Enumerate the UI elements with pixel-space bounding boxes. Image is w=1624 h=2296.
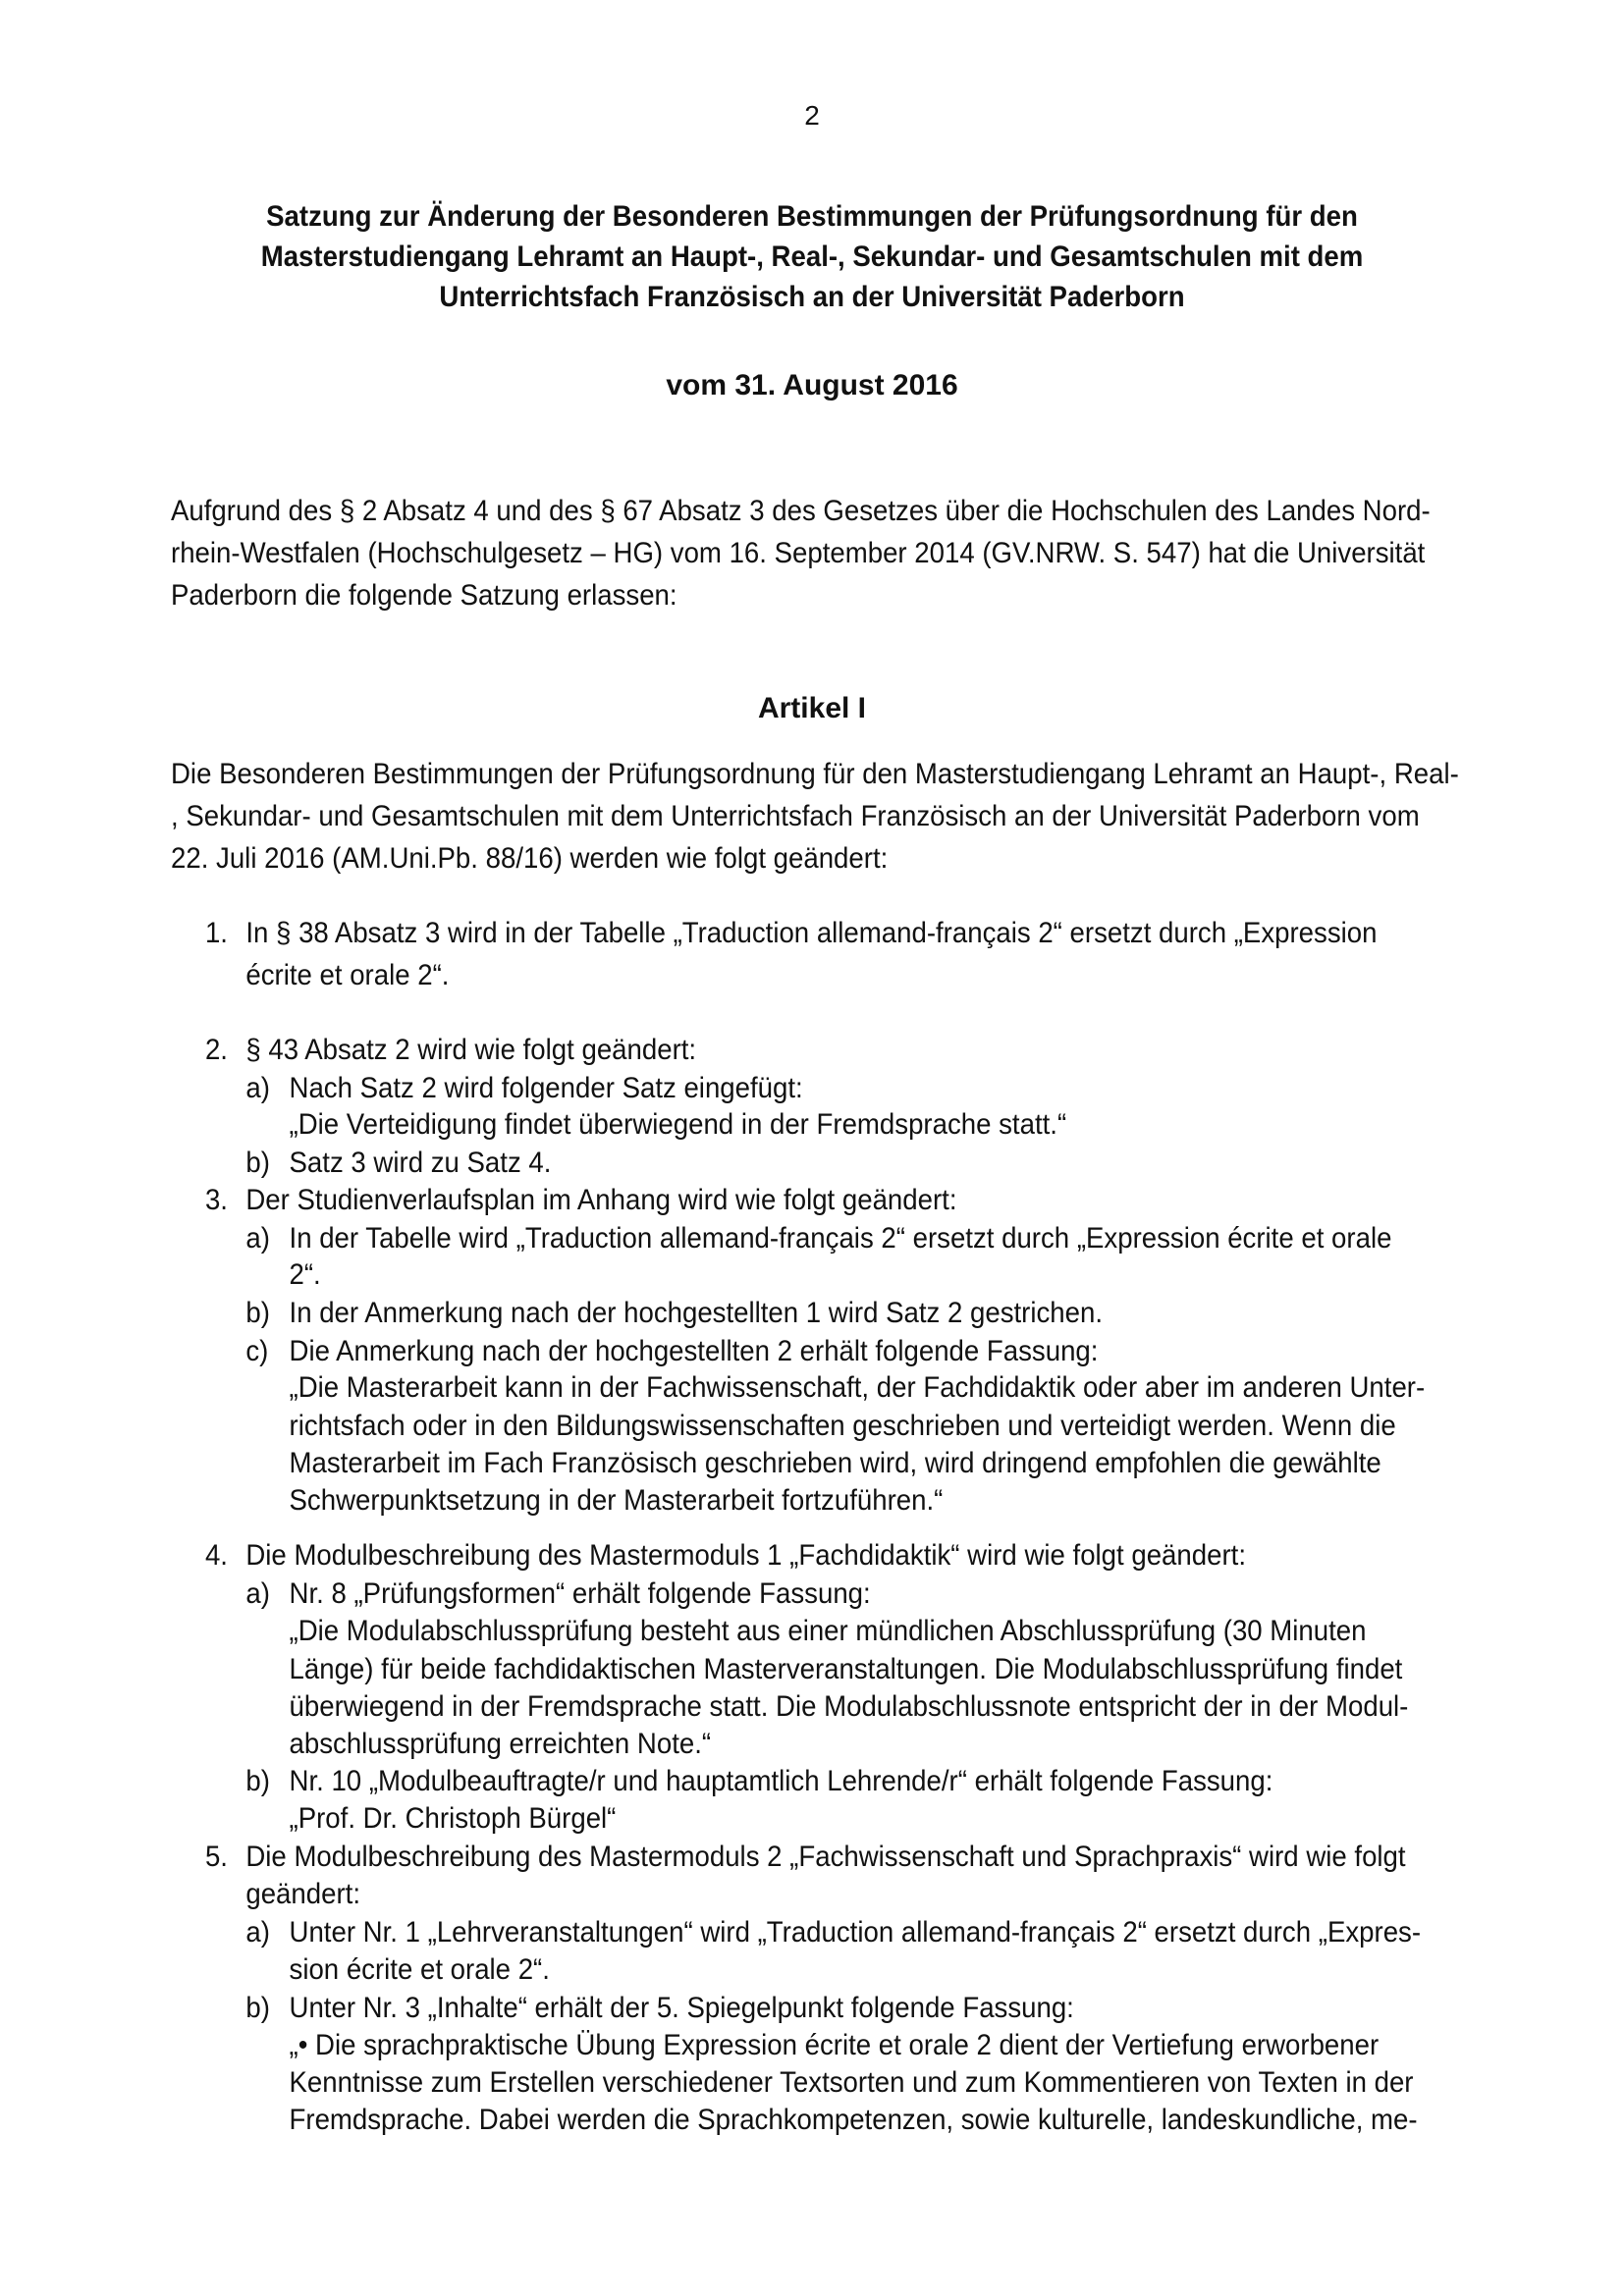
title-line: Unterrichtsfach Französisch an der Universität Paderborn [439,281,1185,313]
intro-line: Paderborn die folgende Satzung erlassen: [171,579,677,612]
subitem-line: Die Anmerkung nach der hochgestellten 2 erhält folgende Fassung: [289,1335,1099,1367]
article-heading: Artikel I [757,692,867,724]
subitem-mark: b) [245,1297,270,1329]
subitem-line: „Prof. Dr. Christoph Bürgel“ [289,1802,617,1835]
subitem-line: Unter Nr. 1 „Lehrveranstaltungen“ wird „Traduction allemand-français 2“ ersetzt durch „Expres- [289,1916,1422,1949]
subitem-line: In der Tabelle wird „Traduction allemand-français 2“ ersetzt durch „Expression écrite et orale [289,1222,1392,1255]
item-line: écrite et orale 2“. [245,959,450,991]
article-intro-line: , Sekundar- und Gesamtschulen mit dem Unterrichtsfach Französisch an der Universität Paderborn vom [171,800,1420,832]
item-line: In § 38 Absatz 3 wird in der Tabelle „Traduction allemand-français 2“ ersetzt durch „Expression [245,917,1378,949]
subitem-line: 2“. [289,1258,321,1291]
item-number: 3. [204,1184,228,1216]
subitem-line: „Die Verteidigung findet überwiegend in der Fremdsprache statt.“ [289,1108,1067,1141]
article-intro-line: 22. Juli 2016 (AM.Uni.Pb. 88/16) werden wie folgt geändert: [171,842,889,875]
item-number: 5. [204,1841,228,1873]
intro-line: rhein-Westfalen (Hochschulgesetz – HG) vom 16. September 2014 (GV.NRW. S. 547) hat die Universität [171,537,1426,569]
subitem-line: Fremdsprache. Dabei werden die Sprachkompetenzen, sowie kulturelle, landeskundliche, me- [289,2104,1418,2136]
subitem-mark: a) [245,1222,270,1255]
subitem-mark: a) [245,1577,270,1610]
item-line: Der Studienverlaufsplan im Anhang wird wie folgt geändert: [245,1184,957,1216]
subitem-line: In der Anmerkung nach der hochgestellten 1 wird Satz 2 gestrichen. [289,1297,1104,1329]
subitem-line: Unter Nr. 3 „Inhalte“ erhält der 5. Spiegelpunkt folgende Fassung: [289,1992,1074,2024]
subitem-line: Nr. 8 „Prüfungsformen“ erhält folgende Fassung: [289,1577,871,1610]
document-title [245,196,1379,317]
intro-line: Aufgrund des § 2 Absatz 4 und des § 67 Absatz 3 des Gesetzes über die Hochschulen des Landes Nord- [171,495,1431,527]
title-line: Masterstudiengang Lehramt an Haupt-, Real-, Sekundar- und Gesamtschulen mit dem [260,240,1364,273]
subitem-line: Schwerpunktsetzung in der Masterarbeit fortzuführen.“ [289,1484,944,1517]
title-line: Satzung zur Änderung der Besonderen Bestimmungen der Prüfungsordnung für den [266,200,1358,233]
document-date: vom 31. August 2016 [666,369,958,401]
subitem-line: richtsfach oder in den Bildungswissenschaften geschrieben und verteidigt werden. Wenn die [289,1410,1396,1442]
subitem-mark: a) [245,1916,270,1949]
subitem-line: Satz 3 wird zu Satz 4. [289,1147,552,1179]
item-line: Die Modulbeschreibung des Mastermoduls 2 „Fachwissenschaft und Sprachpraxis“ wird wie folgt [245,1841,1406,1873]
subitem-line: „• Die sprachpraktische Übung Expression écrite et orale 2 dient der Vertiefung erworbener [289,2029,1380,2061]
subitem-mark: b) [245,1765,270,1797]
subitem-line: sion écrite et orale 2“. [289,1953,550,1986]
subitem-line: Nr. 10 „Modulbeauftragte/r und hauptamtlich Lehrende/r“ erhält folgende Fassung: [289,1765,1273,1797]
subitem-mark: c) [245,1335,269,1367]
subitem-line: „Die Masterarbeit kann in der Fachwissenschaft, der Fachdidaktik oder aber im anderen Unter- [289,1371,1426,1404]
subitem-mark: b) [245,1992,270,2024]
subitem-mark: a) [245,1072,270,1104]
subitem-line: Nach Satz 2 wird folgender Satz eingefügt: [289,1072,803,1104]
subitem-mark: b) [245,1147,270,1179]
item-number: 1. [204,917,228,949]
article-intro-line: Die Besonderen Bestimmungen der Prüfungsordnung für den Masterstudiengang Lehramt an Haupt-, Real- [171,758,1459,790]
page-number: 2 [804,100,820,131]
subitem-line: Masterarbeit im Fach Französisch geschrieben wird, wird dringend empfohlen die gewählte [289,1447,1381,1479]
subitem-line: abschlussprüfung erreichten Note.“ [289,1728,712,1760]
subitem-line: „Die Modulabschlussprüfung besteht aus einer mündlichen Abschlussprüfung (30 Minuten [289,1615,1367,1647]
subitem-line: Länge) für beide fachdidaktischen Masterveranstaltungen. Die Modulabschlussprüfung findet [289,1653,1403,1685]
item-line: § 43 Absatz 2 wird wie folgt geändert: [245,1034,697,1066]
item-line: Die Modulbeschreibung des Mastermoduls 1 „Fachdidaktik“ wird wie folgt geändert: [245,1539,1246,1572]
item-number: 4. [204,1539,228,1572]
subitem-line: Kenntnisse zum Erstellen verschiedener Textsorten und zum Kommentieren von Texten in der [289,2066,1414,2099]
item-line: geändert: [245,1878,360,1910]
subitem-line: überwiegend in der Fremdsprache statt. Die Modulabschlussnote entspricht der in der Modul- [289,1690,1409,1723]
item-number: 2. [204,1034,228,1066]
